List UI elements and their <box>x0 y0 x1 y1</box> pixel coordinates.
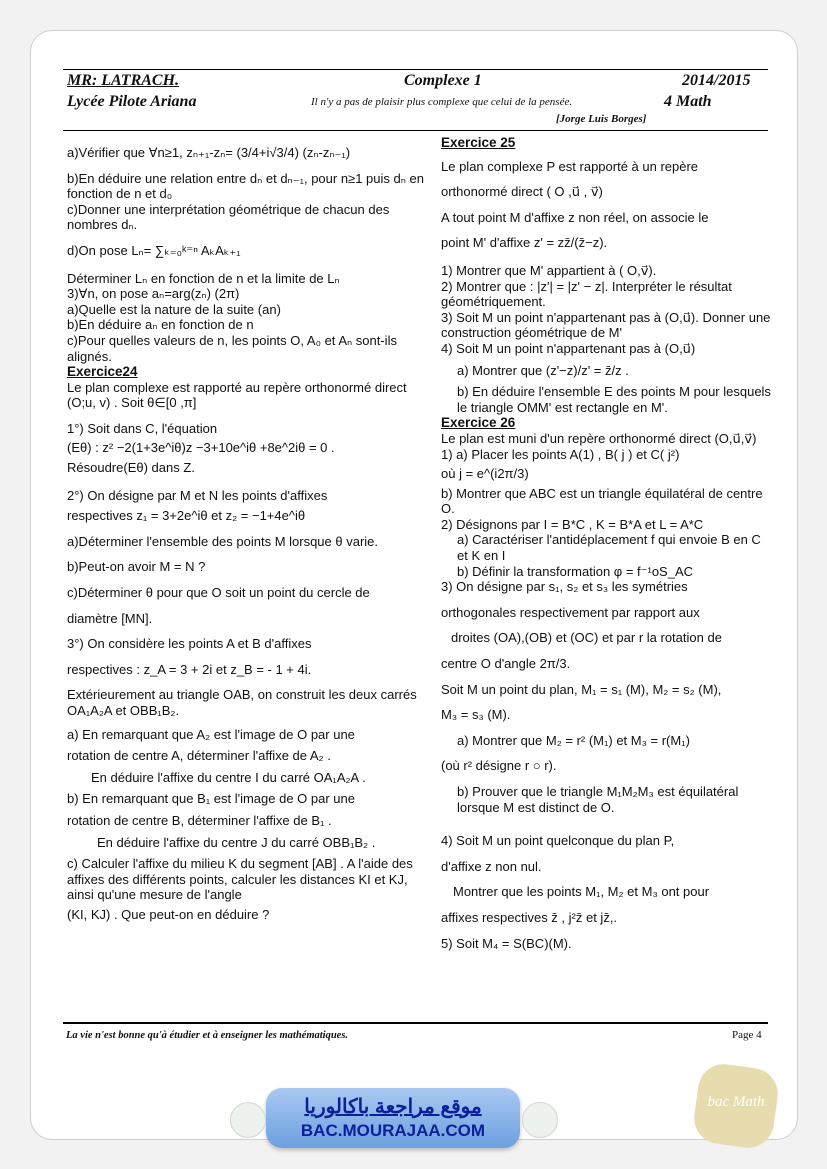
ex26-q5: 5) Soit M₄ = S(BC)(M). <box>441 935 572 951</box>
question-4b: b)En déduire aₙ en fonction de n <box>67 317 254 333</box>
question-4a: a)Quelle est la nature de la suite (an) <box>67 301 281 317</box>
ex26-q3-point-m: Soit M un point du plan, M₁ = s₁ (M), M₂ = s₂ (M), <box>441 681 722 697</box>
ex24-part3: 3°) On considère les points A et B d'affixes <box>67 636 312 652</box>
page-number: Page 4 <box>732 1029 762 1041</box>
ex25-q2: 2) Montrer que : |z'| = |z' − z|. Interpréter le résultat géométriquement. <box>441 278 732 310</box>
ex24-3a-center: En déduire l'affixe du centre I du carré OA₁A₂A . <box>91 769 366 785</box>
header-bottom-rule <box>63 130 768 131</box>
ex24-2a: a)Déterminer l'ensemble des points M lorsque θ varie. <box>67 533 379 549</box>
ex24-equation: (Eθ) : z² −2(1+3e^iθ)z −3+10e^iθ +8e^2iθ = 0 . <box>67 439 335 455</box>
ex24-affixes: respectives z₁ = 3+2e^iθ et z₂ = −1+4e^iθ <box>67 508 306 524</box>
left-column <box>67 145 427 923</box>
ex26-q4-affixes: affixes respectives z̄ , j²z̄ et jz̄,. <box>441 909 618 925</box>
ex24-3b: b) En remarquant que B₁ est l'image de O par une <box>67 791 355 807</box>
ex24-3a: a) En remarquant que A₂ est l'image de O par une <box>67 726 355 742</box>
ex25-point-m-prime: point M' d'affixe z' = zz̄/(z̄−z). <box>441 235 608 251</box>
ex26-q2b: b) Définir la transformation φ = f⁻¹oS_AC <box>457 563 694 579</box>
ex26-q1b: b) Montrer que ABC est un triangle équilatéral de centre O. <box>441 485 763 517</box>
ex26-q4: 4) Soit M un point quelconque du plan P, <box>441 833 675 849</box>
ex24-3c: c) Calculer l'affixe du milieu K du segment [AB] . A l'aide des affixes des différents points, calculer les distances KI et KJ, ainsi qu'une mesure de l'angle <box>67 856 413 903</box>
ex26-q4-show: Montrer que les points M₁, M₂ et M₃ ont pour <box>453 884 710 900</box>
ex25-intro: Le plan complexe P est rapporté à un repère <box>441 158 699 174</box>
ex26-q3-symmetries: orthogonales respectivement par rapport aux <box>441 604 700 620</box>
ex26-q3-lines: droites (OA),(OB) et (OC) et par r la rotation de <box>451 630 722 646</box>
ex26-q4-nonzero: d'affixe z non nul. <box>441 858 542 874</box>
site-banner-arabic: موقع مراجعة باكالوريا <box>304 1096 482 1118</box>
ex26-j-def: où j = e^(i2π/3) <box>441 466 529 482</box>
ex25-frame: orthonormé direct ( O ,u⃗ , v⃗) <box>441 184 603 200</box>
ex24-part1: 1°) Soit dans C, l'équation <box>67 420 218 436</box>
question-3b: b)En déduire une relation entre dₙ et dₙ₋₁, pour n≥1 puis dₙ en fonction de n et d₀ <box>67 170 424 202</box>
exercise-24-intro: Le plan complexe est rapporté au repère orthonormé direct (O;u, v) . Soit θ∈[0 ,π] <box>67 379 407 411</box>
ex26-q3-rotation: centre O d'angle 2π/3. <box>441 656 571 672</box>
document-title: Complexe 1 <box>404 72 482 89</box>
exercise-26-title: Exercice 26 <box>441 415 516 431</box>
ex26-q2: 2) Désignons par I = B*C , K = B*A et L = A*C <box>441 516 704 532</box>
ex26-intro: Le plan est muni d'un repère orthonormé direct (O,u⃗,v⃗) <box>441 430 757 446</box>
ex25-association: A tout point M d'affixe z non réel, on associe le <box>441 209 709 225</box>
ex26-q3a-note: (où r² désigne r ○ r). <box>441 758 557 774</box>
ex24-2c: c)Déterminer θ pour que O soit un point du cercle de <box>67 585 370 601</box>
ex26-q1a: 1) a) Placer les points A(1) , B( j ) et C( j²) <box>441 446 680 462</box>
right-column <box>441 135 771 951</box>
ex24-3-affixes: respectives : z_A = 3 + 2i et z_B = - 1 + 4i. <box>67 661 312 677</box>
school-name: Lycée Pilote Ariana <box>67 93 197 110</box>
ex26-q2a: a) Caractériser l'antidéplacement f qui envoie B en C et K en I <box>457 532 761 564</box>
quote-author: [Jorge Luis Borges] <box>556 113 647 125</box>
left-site-logo-icon <box>230 1102 266 1138</box>
ex25-q4b: b) En déduire l'ensemble E des points M pour lesquels le triangle OMM' est rectangle en M'. <box>457 384 771 415</box>
header-top-rule <box>63 69 768 70</box>
ex24-solve: Résoudre(Eθ) dans Z. <box>67 460 195 476</box>
ex25-q1: 1) Montrer que M' appartient à ( O,v⃗). <box>441 262 657 278</box>
question-3a: a)Vérifier que ∀n≥1, zₙ₊₁-zₙ= (3/4+i√3/4) (zₙ-zₙ₋₁) <box>67 145 351 160</box>
author-name: MR: LATRACH. <box>67 72 180 89</box>
ex24-part2: 2°) On désigne par M et N les points d'affixes <box>67 487 328 503</box>
ex24-2b: b)Peut-on avoir M = N ? <box>67 559 206 575</box>
question-3d: d)On pose Lₙ= ∑ₖ₌₀ᵏ⁼ⁿ AₖAₖ₊₁ <box>67 242 241 258</box>
header-quote: Il n'y a pas de plaisir plus complexe que celui de la pensée. <box>311 96 573 108</box>
ex24-3-squares: Extérieurement au triangle OAB, on construit les deux carrés OA₁A₂A et OBB₁B₂. <box>67 687 417 719</box>
site-banner-button[interactable] <box>266 1088 520 1148</box>
footer-motto: La vie n'est bonne qu'à étudier et à enseigner les mathématiques. <box>66 1030 349 1041</box>
ex25-q3: 3) Soit M un point n'appartenant pas à (O,u⃗). Donner une construction géométrique de M' <box>441 309 771 341</box>
question-4c: c)Pour quelles valeurs de n, les points O, A₀ et Aₙ sont-ils alignés. <box>67 332 397 364</box>
ex25-q4: 4) Soit M un point n'appartenant pas à (O,u⃗) <box>441 340 696 356</box>
site-banner-url: BAC.MOURAJAA.COM <box>300 1121 486 1140</box>
school-year: 2014/2015 <box>682 72 751 89</box>
bac-math-logo-text: bac Math <box>707 1094 765 1110</box>
question-3d-limit: Déterminer Lₙ en fonction de n et la limite de Lₙ <box>67 270 340 286</box>
ex25-q4a: a) Montrer que (z'−z)/z' = z̄/z . <box>457 362 629 378</box>
ex26-q3-m3: M₃ = s₃ (M). <box>441 707 511 723</box>
footer-rule <box>63 1022 768 1024</box>
ex24-2c-diameter: diamètre [MN]. <box>67 610 153 626</box>
ex24-3a-affix: rotation de centre A, déterminer l'affixe de A₂ . <box>67 748 331 764</box>
ex26-q3a: a) Montrer que M₂ = r² (M₁) et M₃ = r(M₁) <box>457 732 690 748</box>
ex24-3c-angle: (KI, KJ) . Que peut-on en déduire ? <box>67 906 270 922</box>
right-site-logo-icon <box>522 1102 558 1138</box>
question-3c: c)Donner une interprétation géométrique de chacun des nombres dₙ. <box>67 201 390 233</box>
ex24-3b-affix: rotation de centre B, déterminer l'affixe de B₁ . <box>67 813 332 828</box>
ex24-3b-center: En déduire l'affixe du centre J du carré OBB₁B₂ . <box>97 834 376 850</box>
ex26-q3: 3) On désigne par s₁, s₂ et s₃ les symétries <box>441 579 688 595</box>
question-4: 3)∀n, on pose aₙ=arg(zₙ) (2π) <box>67 286 240 302</box>
exercise-24-title: Exercice24 <box>67 364 138 380</box>
exercise-25-title: Exercice 25 <box>441 135 516 150</box>
class-level: 4 Math <box>664 93 712 110</box>
ex26-q3b: b) Prouver que le triangle M₁M₂M₃ est équilatéral lorsque M est distinct de O. <box>457 784 739 815</box>
